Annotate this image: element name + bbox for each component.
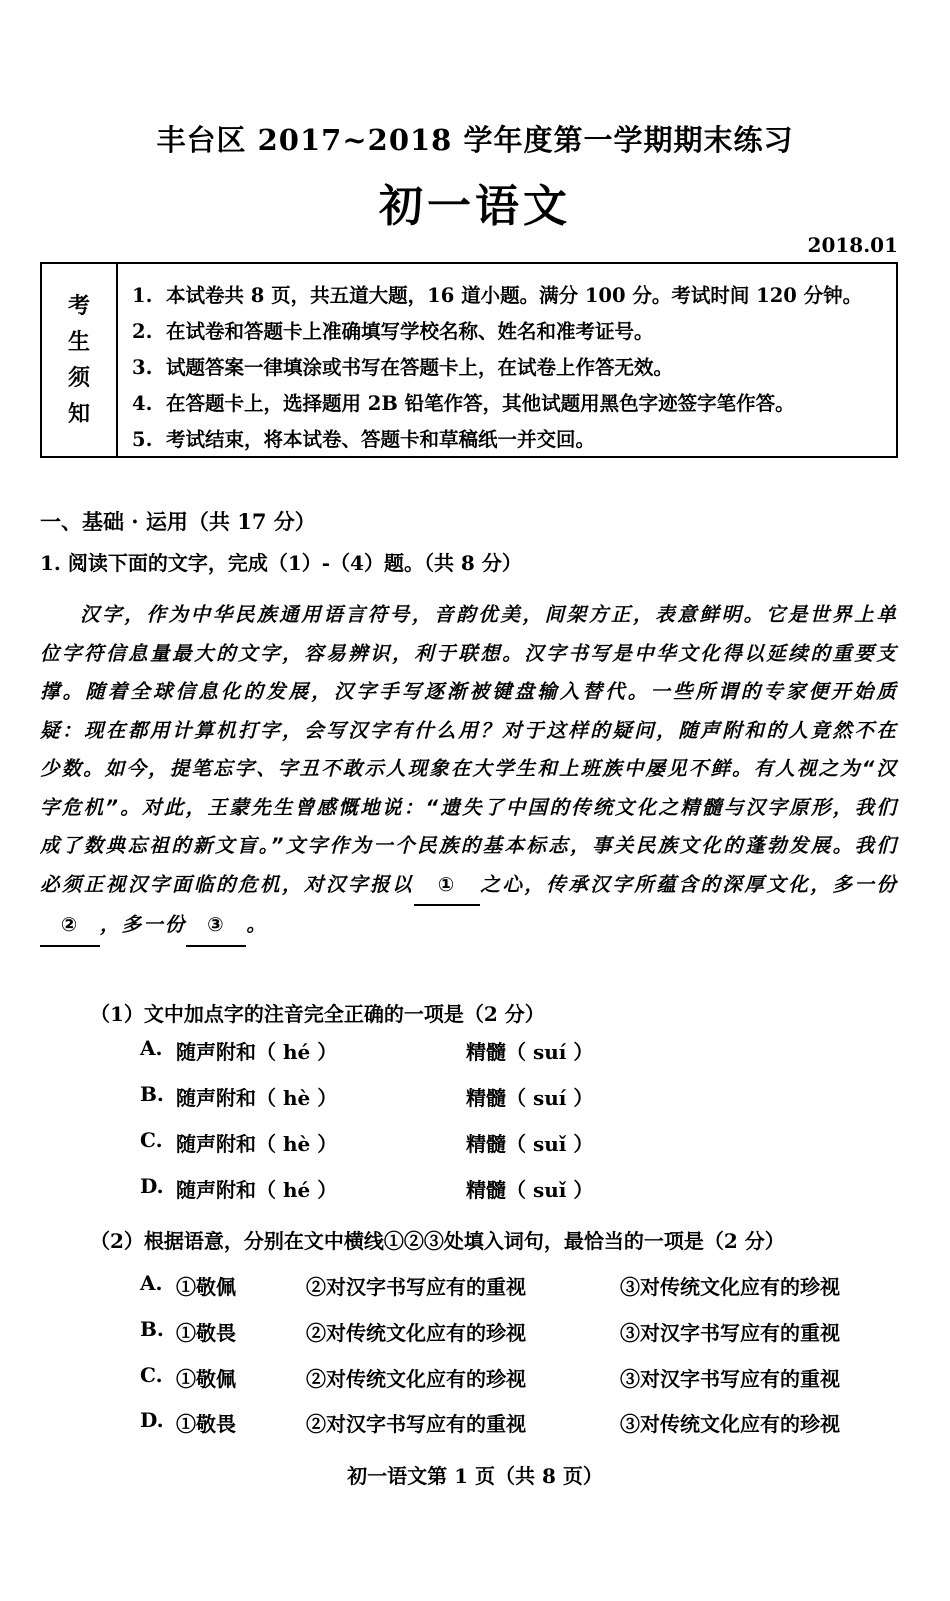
notice-item-num: 4. xyxy=(132,392,153,415)
notice-item-text: 在试卷和答题卡上准确填写学校名称、姓名和准考证号。 xyxy=(166,320,654,343)
subquestion-1-option xyxy=(140,1128,593,1157)
option-choice: ①敬佩 xyxy=(176,1275,236,1299)
subquestion-1-option xyxy=(140,1036,593,1065)
passage-text: ，多一份 xyxy=(100,913,187,936)
option-choice: ②对传统文化应有的珍视 xyxy=(306,1321,526,1345)
exam-date: 2018.01 xyxy=(807,233,898,257)
option-choice: ③对汉字书写应有的重视 xyxy=(620,1321,840,1345)
option-choice: ③对传统文化应有的珍视 xyxy=(620,1275,840,1299)
notice-item xyxy=(132,314,896,350)
notice-label-char: 须 xyxy=(67,365,90,391)
blank-3: ③ xyxy=(186,906,246,947)
subject-title: 初一语文 xyxy=(379,181,571,232)
option-word: 随声附和（ hé ） xyxy=(176,1178,338,1202)
option-choice: ①敬畏 xyxy=(176,1321,236,1345)
option-word: 随声附和（ hé ） xyxy=(176,1040,338,1064)
option-letter: C. xyxy=(140,1128,163,1152)
option-letter: D. xyxy=(140,1174,164,1198)
option-choice: ③对汉字书写应有的重视 xyxy=(620,1367,840,1391)
option-choice: ②对汉字书写应有的重视 xyxy=(306,1412,526,1436)
option-letter: B. xyxy=(140,1082,164,1106)
section-title: 一、基础 · 运用（共 17 分） xyxy=(40,509,316,534)
subquestion-2-option xyxy=(140,1408,840,1437)
passage-text: 之心，传承汉字所蕴含的深厚文化，多一份 xyxy=(480,872,898,896)
exam-header-title: 丰台区 2017~2018 学年度第一学期期末练习 xyxy=(156,123,794,157)
notice-item-text: 在答题卡上，选择题用 2B 铅笔作答，其他试题用黑色字迹签字笔作答。 xyxy=(166,392,795,415)
reading-passage xyxy=(40,596,898,947)
notice-item-text: 考试结束，将本试卷、答题卡和草稿纸一并交回。 xyxy=(166,428,596,451)
option-word: 随声附和（ hè ） xyxy=(176,1132,338,1156)
notice-item xyxy=(132,350,896,386)
notice-item-num: 3. xyxy=(132,356,153,379)
notice-item-text: 本试卷共 8 页，共五道大题，16 道小题。满分 100 分。考试时间 120 分钟。 xyxy=(166,284,863,307)
subquestion-2-option xyxy=(140,1271,840,1300)
option-choice: ②对传统文化应有的珍视 xyxy=(306,1367,526,1391)
notice-label xyxy=(42,264,118,456)
subquestion-2-prompt: （2）根据语意，分别在文中横线①②③处填入词句，最恰当的一项是（2 分） xyxy=(90,1229,785,1253)
notice-item-num: 1. xyxy=(132,284,153,307)
option-choice: ③对传统文化应有的珍视 xyxy=(620,1412,840,1436)
option-word: 精髓（ suǐ ） xyxy=(466,1132,594,1156)
option-word: 精髓（ suǐ ） xyxy=(466,1178,594,1202)
notice-item xyxy=(132,386,896,422)
option-letter: A. xyxy=(140,1271,163,1295)
page-footer: 初一语文第 1 页（共 8 页） xyxy=(347,1464,603,1488)
candidate-notice-box xyxy=(40,262,898,458)
subquestion-1-option xyxy=(140,1174,593,1203)
notice-item-num: 2. xyxy=(132,320,153,343)
subquestion-1-prompt: （1）文中加点字的注音完全正确的一项是（2 分） xyxy=(90,1002,545,1026)
subquestion-2-option xyxy=(140,1363,840,1392)
question-1-prompt: 1. 阅读下面的文字，完成（1）-（4）题。（共 8 分） xyxy=(40,551,522,575)
notice-label-char: 生 xyxy=(67,329,90,355)
passage-text: 。 xyxy=(246,913,269,936)
option-choice: ①敬畏 xyxy=(176,1412,236,1436)
option-letter: D. xyxy=(140,1408,164,1432)
blank-1: ① xyxy=(414,866,480,907)
option-word: 精髓（ suí ） xyxy=(466,1086,594,1110)
option-choice: ②对汉字书写应有的重视 xyxy=(306,1275,526,1299)
option-word: 精髓（ suí ） xyxy=(466,1040,594,1064)
notice-item-text: 试题答案一律填涂或书写在答题卡上，在试卷上作答无效。 xyxy=(166,356,674,379)
option-choice: ①敬佩 xyxy=(176,1367,236,1391)
notice-list xyxy=(118,264,896,456)
notice-item xyxy=(132,278,896,314)
notice-label-char: 知 xyxy=(67,401,90,427)
notice-label-char: 考 xyxy=(67,293,90,319)
option-letter: A. xyxy=(140,1036,163,1060)
notice-item xyxy=(132,422,896,458)
option-word: 随声附和（ hè ） xyxy=(176,1086,338,1110)
blank-2: ② xyxy=(40,906,100,947)
passage-text: 汉字，作为中华民族通用语言符号，音韵优美，间架方正，表意鲜明。它是世界上单位字符信息量最大的文字，容易辨识，利于联想。汉字书写是中华文化得以延续的重要支撑。随着全球信息化的发展，汉字手写逐渐被键盘输入替代。一些所谓的专家便开始质疑：现在都用计算机打字，会写汉字有什么用？对于这样的疑问，随声附和的人竟然不在少数。如今，提笔忘字、字丑不敢示人现象在大学生和上班族中屡见不鲜。有人视之为“汉字危机”。对此，王蒙先生曾感慨地说：“遗失了中国的传统文化之精髓与汉字原形，我们成了数典忘祖的新文盲。”文字作为一个民族的基本标志，事关民族文化的蓬勃发展。我们必须正视汉字面临的危机，对汉字报以 xyxy=(40,603,898,896)
notice-item-num: 5. xyxy=(132,428,153,451)
subquestion-1-option xyxy=(140,1082,593,1111)
subquestion-2-option xyxy=(140,1317,840,1346)
option-letter: C. xyxy=(140,1363,163,1387)
option-letter: B. xyxy=(140,1317,164,1341)
